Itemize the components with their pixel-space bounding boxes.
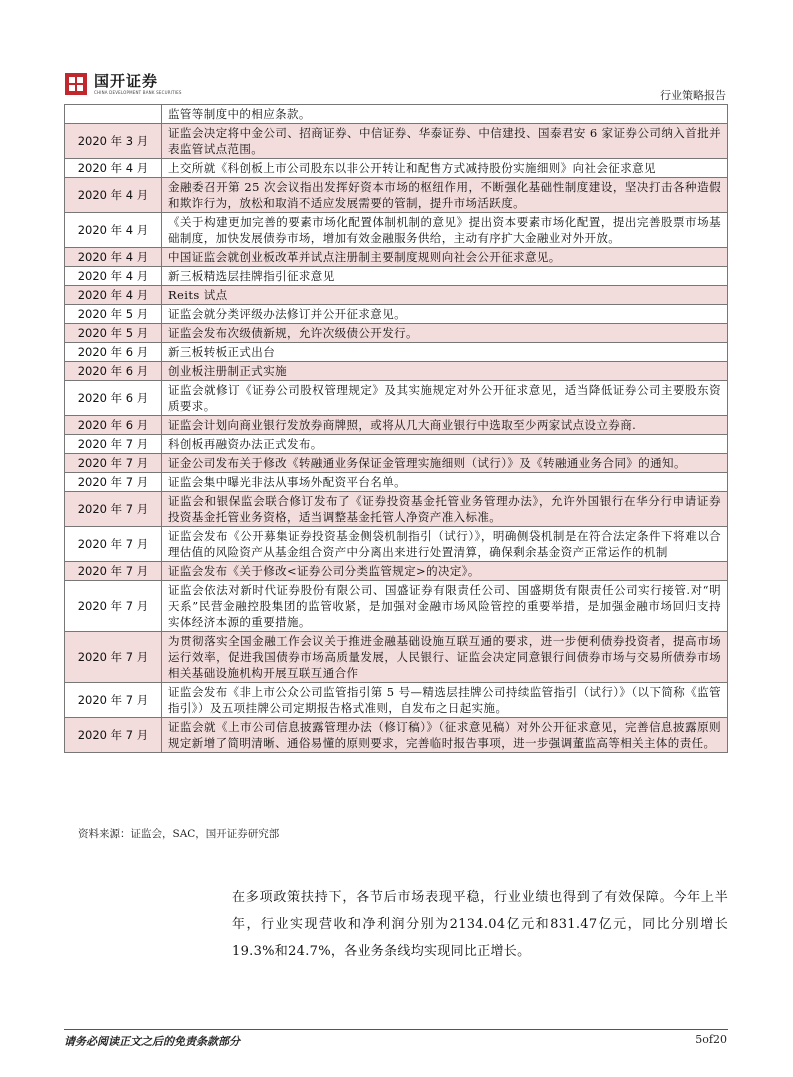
row-event: 金融委召开第 25 次会议指出发挥好资本市场的枢纽作用，不断强化基础性制度建设，坚决打击各种造假和欺诈行为，放松和取消不适应发展需要的管制，提升市场活跃度。 xyxy=(162,178,728,213)
row-event: Reits 试点 xyxy=(162,286,728,305)
table-row xyxy=(65,381,728,416)
row-date: 2020 年 6 月 xyxy=(65,343,162,362)
row-date: 2020 年 4 月 xyxy=(65,267,162,286)
row-date: 2020 年 5 月 xyxy=(65,305,162,324)
row-event: 证监会发布次级债新规，允许次级债公开发行。 xyxy=(162,324,728,343)
row-event: 证监会计划向商业银行发放券商牌照，或将从几大商业银行中选取至少两家试点设立券商. xyxy=(162,416,728,435)
policy-table-body xyxy=(65,105,728,753)
table-row xyxy=(65,178,728,213)
table-row xyxy=(65,473,728,492)
row-event: 上交所就《科创板上市公司股东以非公开转让和配售方式减持股份实施细则》向社会征求意见 xyxy=(162,159,728,178)
table-row xyxy=(65,454,728,473)
page-header xyxy=(64,68,728,104)
footer-disclaimer: 请务必阅读正文之后的免责条款部分 xyxy=(64,1035,240,1048)
row-date: 2020 年 7 月 xyxy=(65,473,162,492)
table-row xyxy=(65,718,728,753)
page-number: 5of20 xyxy=(695,1033,727,1046)
brand-mark-icon xyxy=(64,72,88,96)
table-row xyxy=(65,492,728,527)
row-date: 2020 年 7 月 xyxy=(65,632,162,683)
row-date: 2020 年 7 月 xyxy=(65,435,162,454)
table-row xyxy=(65,159,728,178)
row-date: 2020 年 7 月 xyxy=(65,718,162,753)
table-row xyxy=(65,416,728,435)
table-row xyxy=(65,267,728,286)
table-row xyxy=(65,105,728,124)
table-row xyxy=(65,362,728,381)
report-type: 行业策略报告 xyxy=(660,89,726,102)
table-row xyxy=(65,527,728,562)
row-date: 2020 年 7 月 xyxy=(65,527,162,562)
policy-timeline-table xyxy=(64,104,728,753)
row-event: 新三板精选层挂牌指引征求意见 xyxy=(162,267,728,286)
row-event: 证监会就分类评级办法修订并公开征求意见。 xyxy=(162,305,728,324)
row-date: 2020 年 6 月 xyxy=(65,362,162,381)
row-date: 2020 年 6 月 xyxy=(65,381,162,416)
table-row xyxy=(65,435,728,454)
row-event: 证监会决定将中金公司、招商证券、中信证券、华泰证券、中信建投、国泰君安 6 家证券公司纳入首批并表监管试点范围。 xyxy=(162,124,728,159)
footer-divider xyxy=(64,1029,728,1030)
row-date: 2020 年 7 月 xyxy=(65,492,162,527)
row-event: 证监会依法对新时代证券股份有限公司、国盛证券有限责任公司、国盛期货有限责任公司实行接管.对“明天系”民营金融控股集团的监管收紧，是加强对金融市场风险管控的重要举措，是加强金融市场回归支持实体经济本源的重要措施。 xyxy=(162,581,728,632)
table-row xyxy=(65,305,728,324)
table-row xyxy=(65,286,728,305)
row-date: 2020 年 6 月 xyxy=(65,416,162,435)
table-row xyxy=(65,683,728,718)
row-date: 2020 年 7 月 xyxy=(65,683,162,718)
row-date: 2020 年 4 月 xyxy=(65,213,162,248)
table-row xyxy=(65,632,728,683)
row-event: 证监会发布《非上市公众公司监管指引第 5 号—精选层挂牌公司持续监管指引（试行）》（以下简称《监管指引》）及五项挂牌公司定期报告格式准则，自发布之日起实施。 xyxy=(162,683,728,718)
table-row xyxy=(65,562,728,581)
row-event: 中国证监会就创业板改革并试点注册制主要制度规则向社会公开征求意见。 xyxy=(162,248,728,267)
row-event: 为贯彻落实全国金融工作会议关于推进金融基础设施互联互通的要求，进一步便利债券投资者，提高市场运行效率，促进我国债券市场高质量发展，人民银行、证监会决定同意银行间债券市场与交易所债券市场相关基础设施机构开展互联互通合作 xyxy=(162,632,728,683)
table-row xyxy=(65,324,728,343)
row-date: 2020 年 4 月 xyxy=(65,248,162,267)
row-date: 2020 年 7 月 xyxy=(65,562,162,581)
source-note: 资料来源：证监会，SAC，国开证券研究部 xyxy=(78,828,280,840)
row-date: 2020 年 4 月 xyxy=(65,159,162,178)
table-row xyxy=(65,343,728,362)
row-event: 《关于构建更加完善的要素市场化配置体制机制的意见》提出资本要素市场化配置，提出完善股票市场基础制度，加快发展债券市场，增加有效金融服务供给，主动有序扩大金融业对外开放。 xyxy=(162,213,728,248)
row-event: 证监会就《上市公司信息披露管理办法（修订稿）》（征求意见稿）对外公开征求意见，完善信息披露原则规定新增了简明清晰、通俗易懂的原则要求，完善临时报告事项，进一步强调董监高等相关主体的责任。 xyxy=(162,718,728,753)
row-event: 科创板再融资办法正式发布。 xyxy=(162,435,728,454)
row-event: 证监会和银保监会联合修订发布了《证券投资基金托管业务管理办法》，允许外国银行在华分行申请证券投资基金托管业务资格，适当调整基金托管人净资产准入标准。 xyxy=(162,492,728,527)
row-date: 2020 年 5 月 xyxy=(65,324,162,343)
row-date xyxy=(65,105,162,124)
row-event: 新三板转板正式出台 xyxy=(162,343,728,362)
row-event: 监管等制度中的相应条款。 xyxy=(162,105,728,124)
row-event: 证监会发布《关于修改<证券公司分类监管规定>的决定》。 xyxy=(162,562,728,581)
row-event: 证监会就修订《证券公司股权管理规定》及其实施规定对外公开征求意见，适当降低证券公司主要股东资质要求。 xyxy=(162,381,728,416)
row-date: 2020 年 4 月 xyxy=(65,178,162,213)
table-row xyxy=(65,248,728,267)
row-event: 证监会发布《公开募集证券投资基金侧袋机制指引（试行）》，明确侧袋机制是在符合法定条件下将难以合理估值的风险资产从基金组合资产中分离出来进行处置清算，确保剩余基金资产正常运作的机制 xyxy=(162,527,728,562)
row-event: 创业板注册制正式实施 xyxy=(162,362,728,381)
table-row xyxy=(65,213,728,248)
table-row xyxy=(65,581,728,632)
row-event: 证金公司发布关于修改《转融通业务保证金管理实施细则（试行）》及《转融通业务合同》的通知。 xyxy=(162,454,728,473)
row-event: 证监会集中曝光非法从事场外配资平台名单。 xyxy=(162,473,728,492)
brand-subtitle: CHINA DEVELOPMENT BANK SECURITIES xyxy=(94,90,182,95)
table-row xyxy=(65,124,728,159)
row-date: 2020 年 7 月 xyxy=(65,581,162,632)
row-date: 2020 年 4 月 xyxy=(65,286,162,305)
row-date: 2020 年 7 月 xyxy=(65,454,162,473)
body-paragraph: 在多项政策扶持下，各节后市场表现平稳，行业业绩也得到了有效保障。今年上半年，行业实现营收和净利润分别为2134.04亿元和831.47亿元，同比分别增长19.3%和24.7%，各业务条线均实现同比正增长。 xyxy=(232,890,728,959)
row-date: 2020 年 3 月 xyxy=(65,124,162,159)
brand-name: 国开证券 xyxy=(94,72,159,90)
